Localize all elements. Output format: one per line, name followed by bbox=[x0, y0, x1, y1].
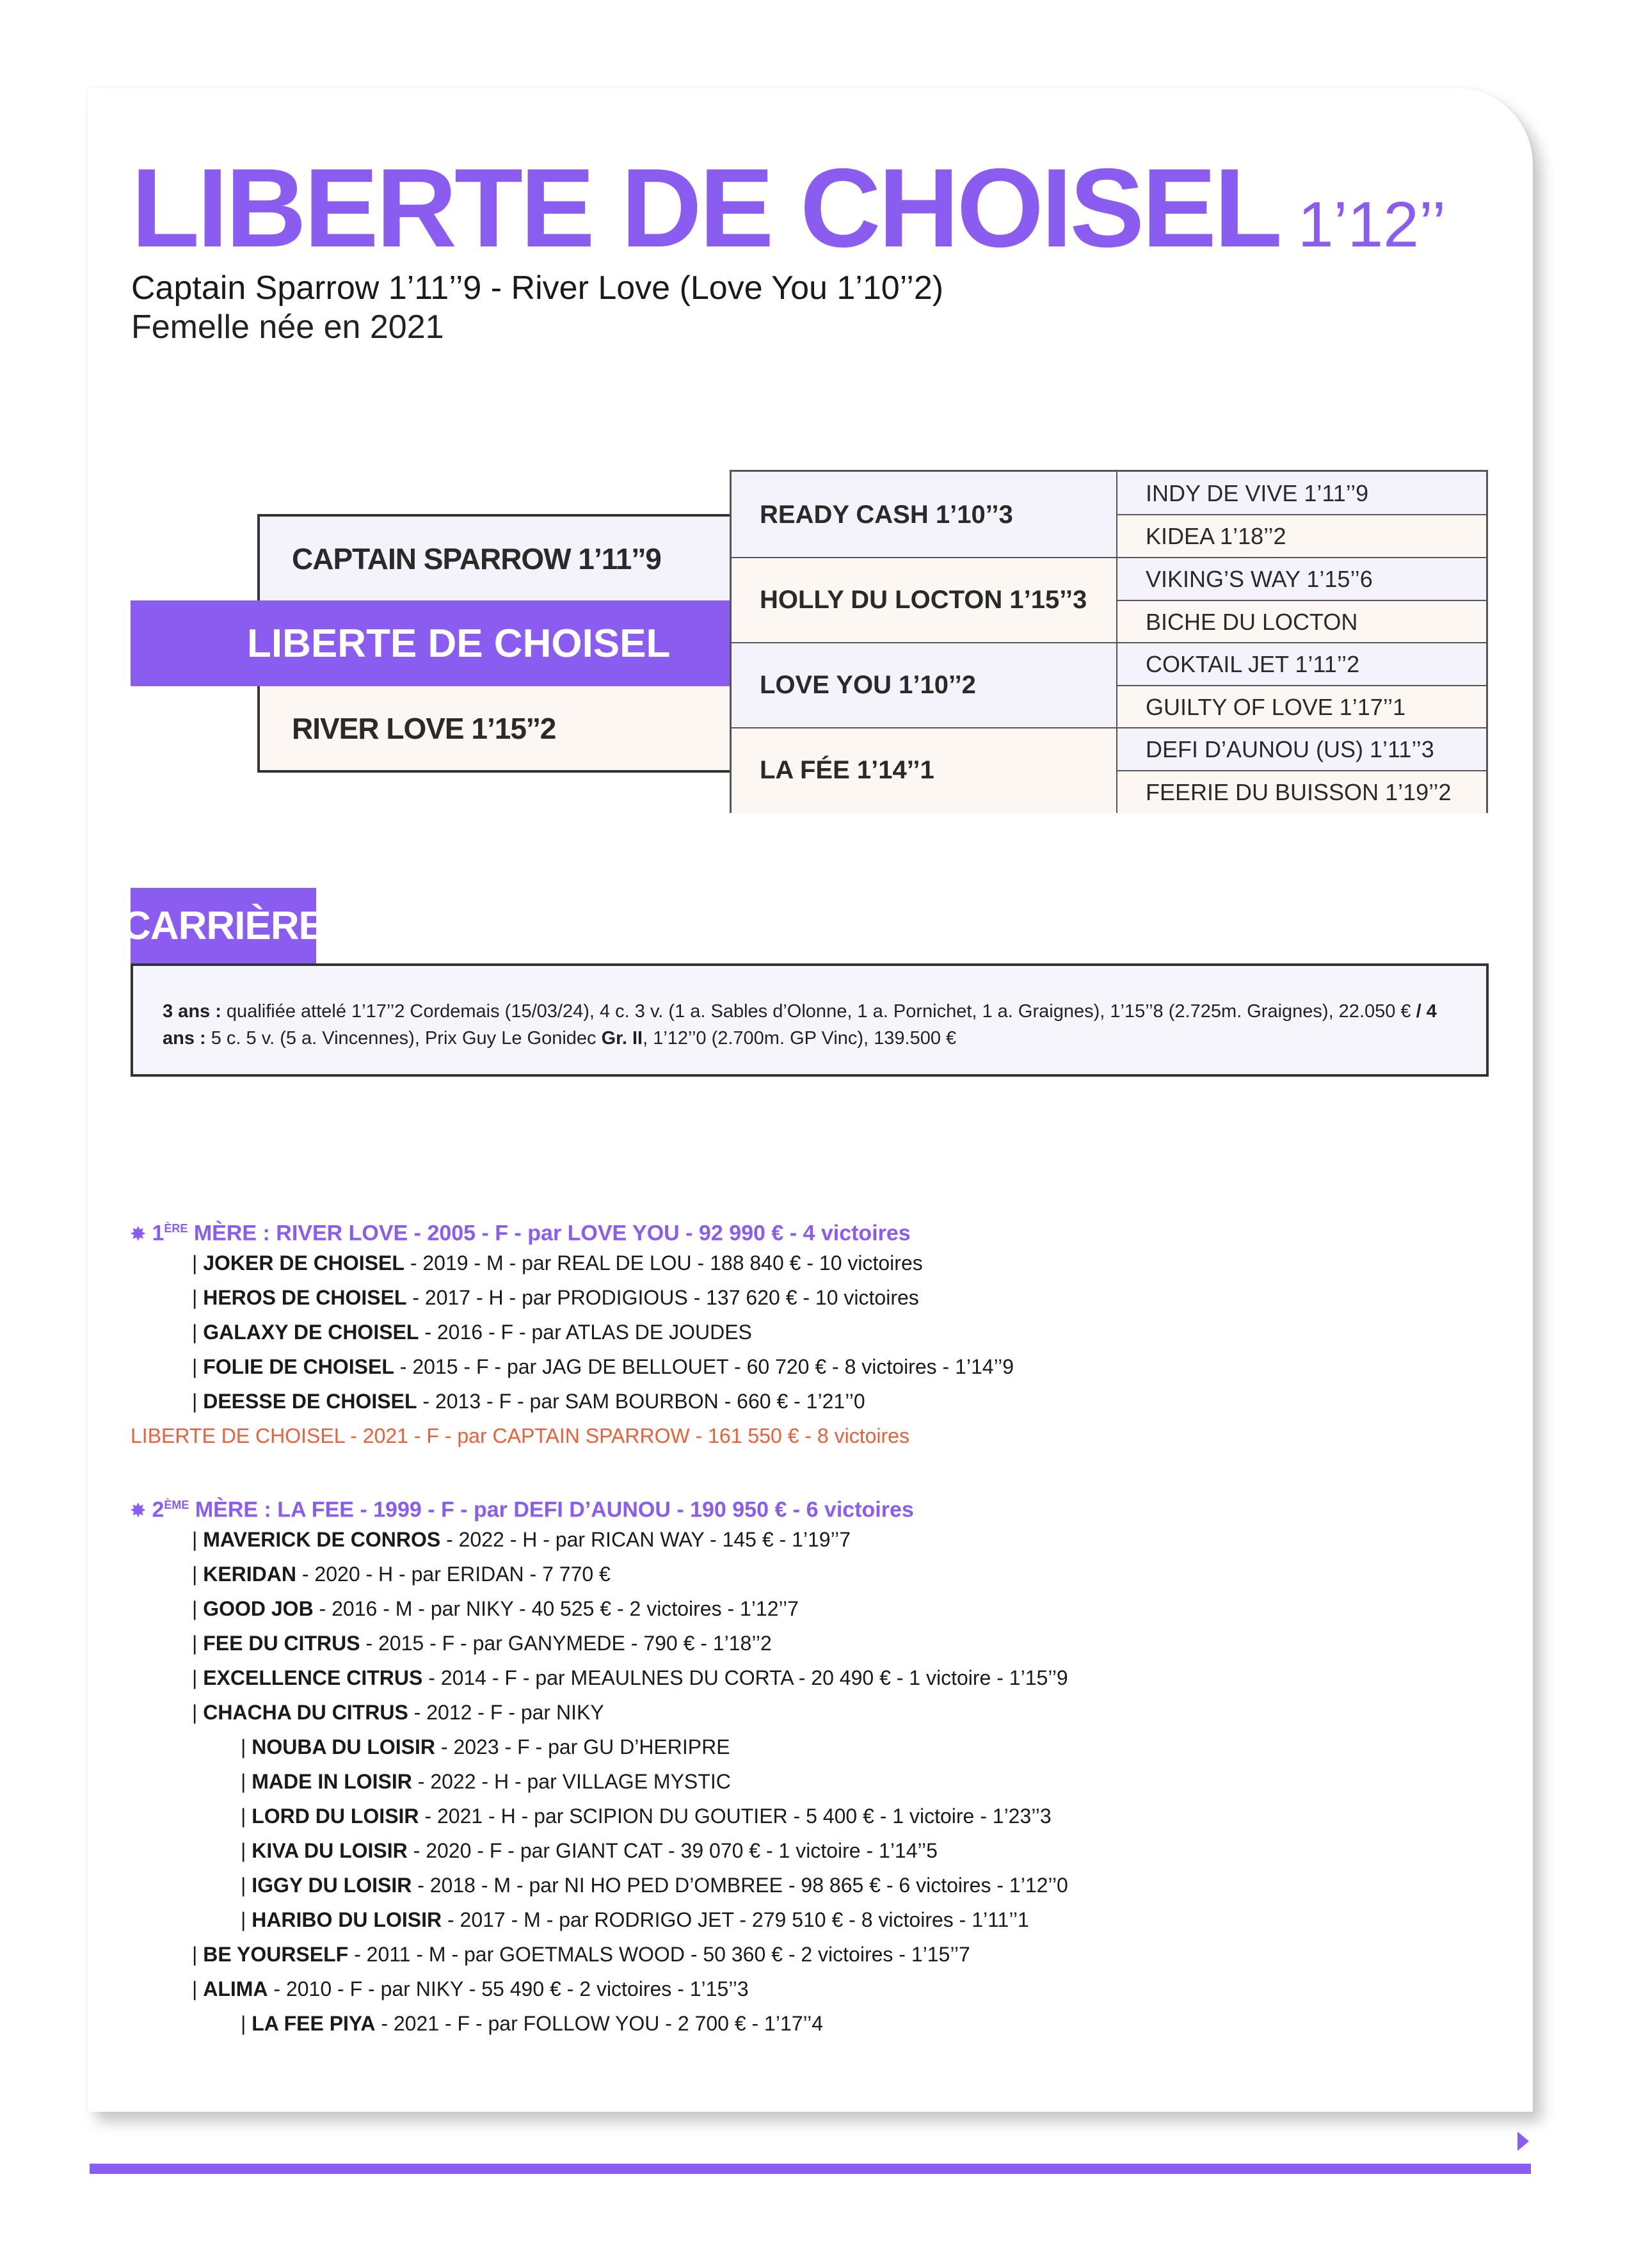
produce-row bbox=[131, 1833, 1475, 1868]
career-heading: CARRIÈRE bbox=[131, 888, 316, 963]
asterisk-icon: ✸ bbox=[131, 1224, 146, 1244]
second-dam-text: MÈRE : LA FEE - 1999 - F - par DEFI D’AUNOU - 190 950 € - 6 victoires bbox=[189, 1497, 914, 1522]
great-grandparent: BICHE DU LOCTON bbox=[1117, 600, 1486, 643]
pedigree-subject: LIBERTE DE CHOISEL bbox=[131, 600, 731, 686]
produce-bar: | bbox=[241, 1908, 252, 1931]
produce-name: LORD DU LOISIR bbox=[252, 1805, 419, 1828]
pedigree-grid bbox=[730, 470, 1488, 813]
pedigree-sire: CAPTAIN SPARROW 1’11’’9 bbox=[257, 514, 731, 600]
separator: - bbox=[490, 269, 502, 307]
produce-name: FEE DU CITRUS bbox=[203, 1632, 360, 1655]
produce-info: - 2013 - F - par SAM BOURBON - 660 € - 1’21’’0 bbox=[417, 1390, 865, 1413]
produce-row bbox=[131, 1349, 1475, 1384]
great-grandparent: VIKING’S WAY 1’15’’6 bbox=[1117, 558, 1486, 600]
produce-info: - 2018 - M - par NI HO PED D’OMBREE - 98 865 € - 6 victoires - 1’12’’0 bbox=[412, 1874, 1068, 1897]
grandparent: LOVE YOU 1’10’’2 bbox=[732, 643, 1117, 728]
produce-name: MADE IN LOISIR bbox=[252, 1770, 412, 1793]
produce-info: - 2019 - M - par REAL DE LOU - 188 840 € - 10 victoires bbox=[404, 1251, 923, 1275]
produce-name: KIVA DU LOISIR bbox=[252, 1839, 408, 1862]
produce-name: DEESSE DE CHOISEL bbox=[203, 1390, 417, 1413]
produce-bar: | bbox=[241, 1770, 252, 1793]
produce-row bbox=[131, 1315, 1475, 1349]
produce-row bbox=[131, 1868, 1475, 1902]
produce-bar: | bbox=[192, 1355, 204, 1378]
produce-bar: | bbox=[192, 1321, 204, 1344]
grid-divider bbox=[1117, 770, 1486, 771]
pedigree-dam: RIVER LOVE 1’15’’2 bbox=[257, 686, 731, 773]
produce-info: - 2021 - H - par SCIPION DU GOUTIER - 5 400 € - 1 victoire - 1’23’’3 bbox=[419, 1805, 1052, 1828]
great-grandparent: DEFI D’AUNOU (US) 1’11’’3 bbox=[1117, 728, 1486, 771]
subject-name: LIBERTE DE CHOISEL bbox=[131, 1424, 345, 1447]
first-dam-line bbox=[131, 1211, 1475, 1246]
produce-row bbox=[131, 1902, 1475, 1937]
first-dam-text: MÈRE : RIVER LOVE - 2005 - F - par LOVE YOU - 92 990 € - 4 victoires bbox=[188, 1221, 911, 1246]
career-slash: / bbox=[1416, 1001, 1421, 1022]
grandparent: READY CASH 1’10’’3 bbox=[732, 472, 1117, 558]
great-grandparent: INDY DE VIVE 1’11’’9 bbox=[1117, 472, 1486, 515]
sire-name: Captain Sparrow bbox=[131, 269, 380, 307]
produce-bar: | bbox=[192, 1977, 204, 2000]
paren-open: ( bbox=[679, 269, 691, 307]
damsire-record: 1’10’’2) bbox=[837, 269, 944, 307]
produce-name: KERIDAN bbox=[203, 1563, 296, 1586]
age4-label: 4 ans : bbox=[163, 1001, 1437, 1049]
produce-bar: | bbox=[241, 1874, 252, 1897]
produce-info: - 2020 - H - par ERIDAN - 7 770 € bbox=[296, 1563, 611, 1586]
age4-end: , 1’12’’0 (2.700m. GP Vinc), 139.500 € bbox=[643, 1028, 957, 1049]
produce-row bbox=[131, 2006, 1475, 2041]
produce-info: - 2012 - F - par NIKY bbox=[408, 1701, 604, 1724]
produce-info: - 2014 - F - par MEAULNES DU CORTA - 20 490 € - 1 victoire - 1’15’’9 bbox=[422, 1666, 1068, 1689]
asterisk-icon: ✸ bbox=[131, 1500, 146, 1521]
produce-bar: | bbox=[192, 1286, 204, 1309]
produce-info: - 2011 - M - par GOETMALS WOOD - 50 360 € - 2 victoires - 1’15’’7 bbox=[348, 1943, 970, 1966]
grid-divider bbox=[1117, 685, 1486, 686]
produce-bar: | bbox=[241, 1839, 252, 1862]
produce-row bbox=[131, 1730, 1475, 1764]
horse-record: 1’12’’ bbox=[1297, 189, 1446, 261]
grid-divider bbox=[1117, 514, 1486, 515]
great-grandparent: GUILTY OF LOVE 1’17’’1 bbox=[1117, 686, 1486, 728]
produce-info: - 2022 - H - par RICAN WAY - 145 € - 1’19’’7 bbox=[440, 1528, 851, 1551]
career-box bbox=[131, 963, 1489, 1077]
subject-info: - 2021 - F - par CAPTAIN SPARROW - 161 550 € - 8 victoires bbox=[344, 1424, 909, 1447]
page-title bbox=[131, 146, 1446, 271]
grid-divider bbox=[1117, 600, 1486, 601]
produce-name: HARIBO DU LOISIR bbox=[252, 1908, 442, 1931]
produce-info: - 2015 - F - par GANYMEDE - 790 € - 1’18’’2 bbox=[360, 1632, 772, 1655]
produce-row bbox=[131, 1246, 1475, 1280]
produce-row bbox=[131, 1557, 1475, 1591]
produce-name: FOLIE DE CHOISEL bbox=[203, 1355, 394, 1378]
produce-name: EXCELLENCE CITRUS bbox=[203, 1666, 423, 1689]
produce-info: - 2020 - F - par GIANT CAT - 39 070 € - 1 victoire - 1’14’’5 bbox=[407, 1839, 938, 1862]
produce-bar: | bbox=[192, 1251, 204, 1275]
produce-info: - 2015 - F - par JAG DE BELLOUET - 60 720 € - 8 victoires - 1’14’’9 bbox=[394, 1355, 1014, 1378]
subject-line bbox=[131, 1419, 1475, 1453]
produce-info: - 2021 - F - par FOLLOW YOU - 2 700 € - 1’17’’4 bbox=[375, 2012, 823, 2035]
produce-row bbox=[131, 1384, 1475, 1419]
great-grandparent: COKTAIL JET 1’11’’2 bbox=[1117, 643, 1486, 686]
produce-info: - 2016 - M - par NIKY - 40 525 € - 2 victoires - 1’12’’7 bbox=[313, 1597, 799, 1620]
produce-name: GALAXY DE CHOISEL bbox=[203, 1321, 419, 1344]
grade-label: Gr. II bbox=[601, 1028, 643, 1049]
horse-name: LIBERTE DE CHOISEL bbox=[131, 146, 1280, 271]
sire-record: 1’11’’9 bbox=[388, 269, 482, 307]
second-dam-line bbox=[131, 1488, 1475, 1522]
produce-bar: | bbox=[192, 1632, 204, 1655]
produce-name: CHACHA DU CITRUS bbox=[203, 1701, 408, 1724]
dam-rank-suffix: ÈME bbox=[164, 1499, 189, 1511]
parentage-line bbox=[131, 269, 943, 307]
great-grandparent: KIDEA 1’18’’2 bbox=[1117, 515, 1486, 558]
produce-row bbox=[131, 1972, 1475, 2006]
grandparent: HOLLY DU LOCTON 1’15’’3 bbox=[732, 558, 1117, 643]
damsire-name: Love You bbox=[690, 269, 828, 307]
birth-info: Femelle née en 2021 bbox=[131, 309, 444, 346]
produce-bar: | bbox=[241, 1735, 252, 1758]
produce-row bbox=[131, 1764, 1475, 1799]
footer-rule bbox=[90, 2164, 1531, 2174]
produce-bar: | bbox=[192, 1701, 204, 1724]
produce-row bbox=[131, 1591, 1475, 1626]
dam-rank: 1 bbox=[152, 1221, 164, 1246]
produce-name: NOUBA DU LOISIR bbox=[252, 1735, 436, 1758]
produce-bar: | bbox=[192, 1597, 204, 1620]
grid-divider bbox=[732, 727, 1486, 728]
grid-divider bbox=[732, 642, 1486, 643]
produce-name: HEROS DE CHOISEL bbox=[203, 1286, 407, 1309]
spacer bbox=[131, 1453, 1475, 1488]
age3-text: qualifiée attelé 1’17’’2 Cordemais (15/03/24), 4 c. 3 v. (1 a. Sables d’Olonne, 1 a. Pornichet, 1 a. Graignes), 1’15’’8 (2.725m. Graignes), 22.050 € bbox=[221, 1001, 1416, 1022]
produce-name: MAVERICK DE CONROS bbox=[203, 1528, 441, 1551]
produce-name: IGGY DU LOISIR bbox=[252, 1874, 412, 1897]
age3-label: 3 ans : bbox=[163, 1001, 221, 1022]
produce-info: - 2017 - M - par RODRIGO JET - 279 510 € - 8 victoires - 1’11’’1 bbox=[442, 1908, 1029, 1931]
produce-bar: | bbox=[192, 1563, 204, 1586]
produce-bar: | bbox=[241, 1805, 252, 1828]
next-page-arrow-icon[interactable] bbox=[1517, 2132, 1529, 2151]
dam-rank: 2 bbox=[152, 1497, 164, 1522]
dam-name: River Love bbox=[511, 269, 671, 307]
produce-name: BE YOURSELF bbox=[203, 1943, 349, 1966]
produce-name: ALIMA bbox=[203, 1977, 268, 2000]
great-grandparent: FEERIE DU BUISSON 1’19’’2 bbox=[1117, 771, 1486, 814]
produce-info: - 2023 - F - par GU D’HERIPRE bbox=[435, 1735, 730, 1758]
produce-row bbox=[131, 1522, 1475, 1557]
produce-info: - 2016 - F - par ATLAS DE JOUDES bbox=[419, 1321, 752, 1344]
produce-row bbox=[131, 1695, 1475, 1730]
produce-info: - 2010 - F - par NIKY - 55 490 € - 2 victoires - 1’15’’3 bbox=[268, 1977, 749, 2000]
produce-name: LA FEE PIYA bbox=[252, 2012, 376, 2035]
second-dam-produce bbox=[131, 1522, 1475, 2041]
produce-info: - 2017 - H - par PRODIGIOUS - 137 620 € - 10 victoires bbox=[406, 1286, 919, 1309]
produce-row bbox=[131, 1280, 1475, 1315]
produce-bar: | bbox=[192, 1943, 204, 1966]
dam-rank-suffix: ÈRE bbox=[164, 1222, 188, 1235]
produce-name: JOKER DE CHOISEL bbox=[203, 1251, 404, 1275]
grid-divider bbox=[732, 557, 1486, 558]
produce-row bbox=[131, 1937, 1475, 1972]
produce-bar: | bbox=[192, 1528, 204, 1551]
first-dam-produce bbox=[131, 1246, 1475, 1419]
maternal-family bbox=[131, 1211, 1475, 2041]
produce-bar: | bbox=[192, 1666, 204, 1689]
produce-row bbox=[131, 1799, 1475, 1833]
produce-name: GOOD JOB bbox=[203, 1597, 314, 1620]
produce-row bbox=[131, 1626, 1475, 1661]
grandparent: LA FÉE 1’14’’1 bbox=[732, 728, 1117, 813]
produce-bar: | bbox=[241, 2012, 252, 2035]
produce-bar: | bbox=[192, 1390, 204, 1413]
produce-row bbox=[131, 1661, 1475, 1695]
produce-info: - 2022 - H - par VILLAGE MYSTIC bbox=[412, 1770, 731, 1793]
age4-text: 5 c. 5 v. (5 a. Vincennes), Prix Guy Le Gonidec bbox=[205, 1028, 602, 1049]
